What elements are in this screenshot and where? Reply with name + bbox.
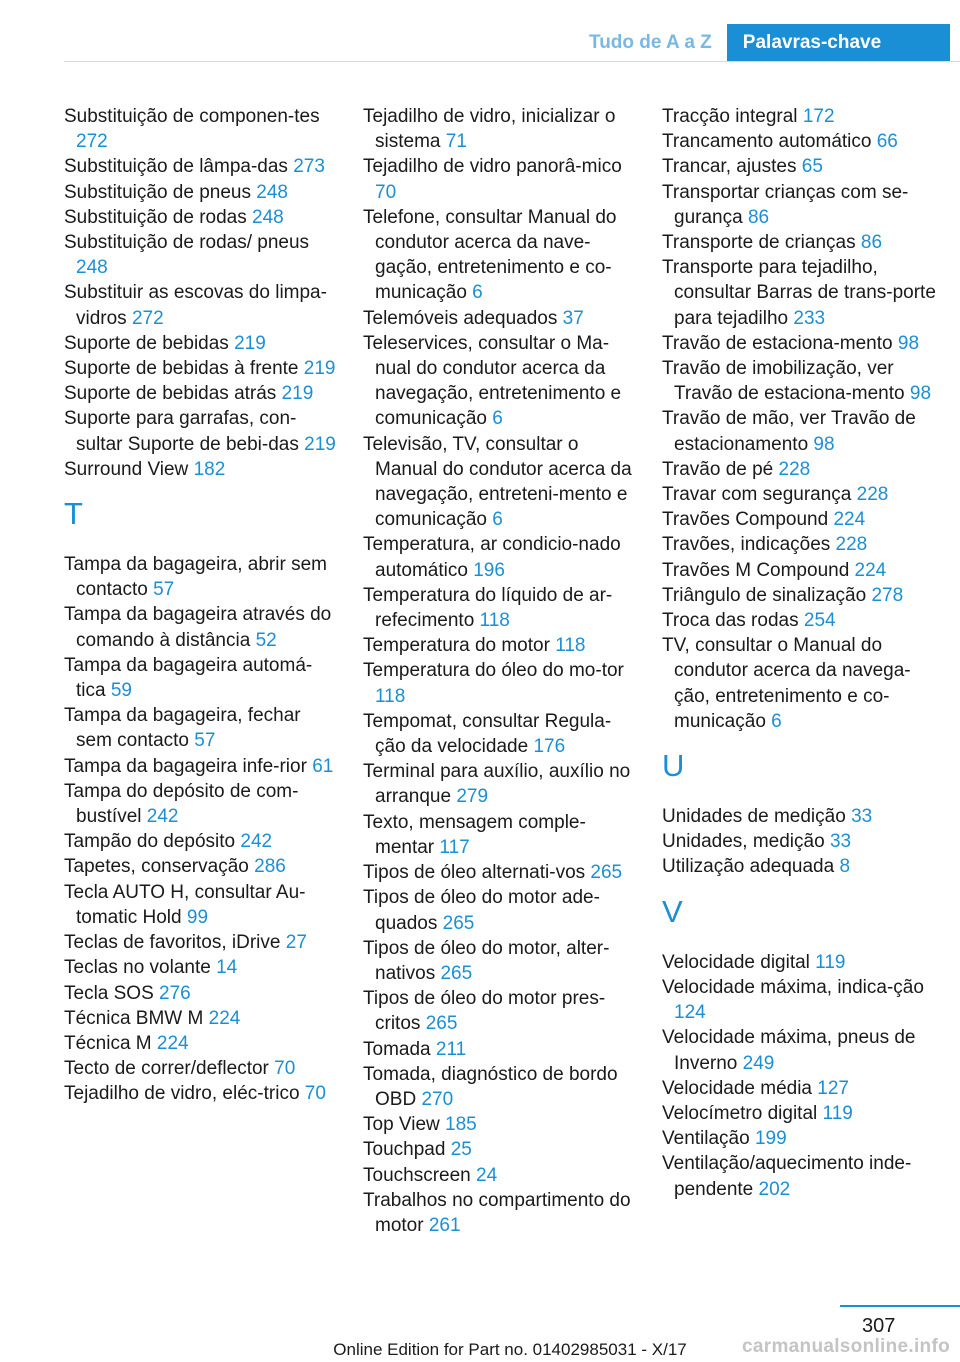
page-reference-link[interactable]: 37 <box>562 307 584 329</box>
index-entry-text: Touchpad <box>363 1139 451 1161</box>
index-entry <box>64 356 339 381</box>
page-reference-link[interactable]: 265 <box>425 1013 458 1035</box>
index-entry <box>662 950 937 975</box>
page-reference-link[interactable]: 65 <box>801 156 823 178</box>
index-entry <box>363 1037 638 1062</box>
index-entry-text: Tipos de óleo do motor pres-critos <box>363 988 606 1035</box>
index-entry-text: Substituição de pneus <box>64 181 257 203</box>
index-entry <box>64 331 339 356</box>
page-reference-link[interactable]: 261 <box>428 1214 461 1236</box>
page-reference-link[interactable]: 272 <box>131 307 164 329</box>
index-entry <box>64 381 339 406</box>
section-letter: V <box>662 893 683 929</box>
page-reference-link[interactable]: 278 <box>871 584 904 606</box>
page-reference-link[interactable]: 117 <box>439 836 470 858</box>
index-entry <box>662 331 937 356</box>
index-entry <box>363 1163 638 1188</box>
index-entry-text: Tracção integral <box>662 106 803 127</box>
page-reference-link[interactable]: 224 <box>156 1032 189 1054</box>
index-entry-text: Substituição de lâmpa-das <box>64 156 294 178</box>
page-reference-link[interactable]: 270 <box>421 1088 454 1110</box>
section-letter: U <box>662 748 685 784</box>
index-entry-text: Tipos de óleo do motor, alter-nativos <box>363 937 610 984</box>
index-entry <box>363 205 638 306</box>
page-reference-link[interactable]: 202 <box>758 1178 791 1200</box>
index-entry <box>662 583 937 608</box>
index-entry-text: Travão de mão, ver Travão de estacionamento <box>662 408 916 455</box>
index-entry-text: Transportar crianças com se-gurança <box>662 181 909 228</box>
index-entry <box>662 829 937 854</box>
index-entry-text: Tejadilho de vidro, inicializar o sistema <box>363 106 616 153</box>
index-entry <box>64 854 339 879</box>
index-entry-text: Tipos de óleo alternati-vos <box>363 862 591 884</box>
index-entry-text: Velocidade máxima, pneus de Inverno <box>662 1027 916 1074</box>
page-reference-link[interactable]: 228 <box>856 484 889 506</box>
index-entry-text: Substituir as escovas do limpa-vidros <box>64 282 327 329</box>
page-reference-link[interactable]: 119 <box>815 951 846 973</box>
tab-tudo-de-a-a-z[interactable]: Tudo de A a Z <box>575 24 727 62</box>
page-reference-link[interactable]: 57 <box>194 730 216 752</box>
page-reference-link[interactable]: 248 <box>252 206 284 228</box>
index-entry <box>363 810 638 860</box>
index-entry <box>662 558 937 583</box>
index-entry-text: Trabalhos no compartimento do motor <box>363 1189 631 1236</box>
page-number: 307 <box>862 1315 896 1337</box>
index-column-1 <box>64 104 339 1107</box>
index-entry-text: Tampa da bagageira, abrir sem contacto <box>64 554 327 601</box>
index-entry <box>363 1188 638 1238</box>
index-entry-text: Teleservices, consultar o Ma-nual do condutor acerca da navegação, entretenimento e comunicação <box>363 332 622 430</box>
index-entry <box>363 885 638 935</box>
page-reference-link[interactable]: 242 <box>240 831 273 853</box>
tab-palavras-chave[interactable]: Palavras-chave <box>727 24 950 62</box>
page-reference-link[interactable]: 98 <box>897 332 920 354</box>
index-entry <box>662 975 937 1025</box>
index-entry <box>363 986 638 1036</box>
index-entry <box>64 930 339 955</box>
index-entry <box>662 230 937 255</box>
index-entry <box>662 532 937 557</box>
page-reference-link[interactable]: 233 <box>793 307 826 329</box>
index-entry <box>64 981 339 1006</box>
index-entry-text: Técnica BMW M <box>64 1007 209 1029</box>
index-entry <box>64 205 339 230</box>
index-entry-text: Telemóveis adequados <box>363 307 563 329</box>
index-entry-text: Tampa da bagageira automá-tica <box>64 654 313 702</box>
index-entry-text: Tomada <box>363 1038 436 1060</box>
index-entry-text: Teclas de favoritos, iDrive <box>64 932 286 954</box>
page-reference-link[interactable]: 99 <box>186 906 209 928</box>
page-reference-link[interactable]: 124 <box>674 1002 706 1024</box>
section-letter: T <box>64 496 83 532</box>
page-reference-link[interactable]: 8 <box>839 856 851 878</box>
index-entry <box>662 804 937 829</box>
index-entry-text: Trancar, ajustes <box>662 156 802 178</box>
page-reference-link[interactable]: 249 <box>742 1052 775 1074</box>
index-entry <box>363 860 638 885</box>
index-entry-text: Transporte de crianças <box>662 232 861 254</box>
index-entry-text: Tipos de óleo do motor ade-quados <box>363 887 600 934</box>
page-reference-link[interactable]: 127 <box>817 1077 849 1099</box>
index-entry-text: Tejadilho de vidro panorâ-mico <box>363 156 622 178</box>
index-entry-text: Tejadilho de vidro, eléc-trico <box>64 1083 305 1105</box>
index-entry-text: Suporte para garrafas, con-sultar Suporte de bebi-das <box>64 408 305 455</box>
index-entry-text: Velocidade máxima, indica-ção <box>662 976 924 998</box>
index-entry <box>64 230 339 280</box>
page-reference-link[interactable]: 98 <box>909 383 932 405</box>
index-entry-text: Travão de imobilização, ver Travão de estaciona-mento <box>662 358 910 405</box>
index-entry-text: Suporte de bebidas <box>64 332 235 354</box>
index-entry-text: Temperatura, ar condicio-nado automático <box>363 534 621 581</box>
index-entry <box>64 552 339 602</box>
index-entry <box>363 583 638 633</box>
page-reference-link[interactable]: 57 <box>153 579 175 601</box>
index-entry-text: Telefone, consultar Manual do condutor acerca da nave-gação, entretenimento e co-municação <box>363 206 617 304</box>
page-reference-link[interactable]: 224 <box>833 509 866 531</box>
page-reference-link[interactable]: 228 <box>835 534 868 556</box>
index-entry-text: Temperatura do óleo do mo-tor <box>363 660 624 682</box>
index-entry <box>363 759 638 809</box>
page-reference-link[interactable]: 14 <box>216 957 238 979</box>
index-entry <box>662 180 937 230</box>
index-entry-text: Suporte de bebidas atrás <box>64 383 282 405</box>
index-entry-text: Tampão do depósito <box>64 831 241 853</box>
page-reference-link[interactable]: 279 <box>456 786 489 808</box>
page-reference-link[interactable]: 265 <box>442 912 475 934</box>
index-entry-text: Surround View <box>64 458 194 480</box>
index-entry-text: Tampa da bagageira infe-rior <box>64 755 313 777</box>
page-reference-link[interactable]: 25 <box>450 1139 472 1161</box>
index-entry <box>64 829 339 854</box>
index-entry <box>662 1151 937 1201</box>
index-entry-text: Transporte para tejadilho, consultar Barras de trans-porte para tejadilho <box>662 257 936 329</box>
page-reference-link[interactable]: 33 <box>829 831 852 853</box>
index-entry-text: Velocidade digital <box>662 951 816 973</box>
index-entry <box>363 1062 638 1112</box>
index-entry <box>662 154 937 179</box>
index-entry <box>363 331 638 432</box>
index-entry-text: Tempomat, consultar Regula-ção da velocidade <box>363 710 612 758</box>
watermark-logo: carmanualsonline.info <box>742 1336 950 1357</box>
index-entry-text: Trancamento automático <box>662 131 877 153</box>
page-reference-link[interactable]: 70 <box>304 1083 326 1105</box>
index-entry <box>64 457 339 482</box>
index-entry <box>662 1025 937 1075</box>
page-reference-link[interactable]: 272 <box>76 131 108 153</box>
index-entry <box>64 955 339 980</box>
page-reference-link[interactable]: 27 <box>285 932 307 954</box>
page-reference-link[interactable]: 185 <box>445 1114 477 1136</box>
index-entry-text: Temperatura do líquido de ar-refecimento <box>363 584 613 632</box>
index-entry <box>662 608 937 633</box>
index-entry <box>662 406 937 456</box>
page-reference-link[interactable]: 24 <box>476 1164 498 1186</box>
page-reference-link[interactable]: 33 <box>851 806 873 828</box>
index-entry <box>64 406 339 456</box>
index-entry-text: Top View <box>363 1114 446 1136</box>
index-entry <box>64 104 339 154</box>
page-reference-link[interactable]: 211 <box>435 1038 467 1060</box>
index-entry-text: Unidades de medição <box>662 806 852 828</box>
page-reference-link[interactable]: 176 <box>533 736 566 758</box>
index-entry <box>662 457 937 482</box>
index-entry <box>662 129 937 154</box>
page-reference-link[interactable]: 6 <box>492 509 503 531</box>
page-reference-link[interactable]: 286 <box>254 856 286 878</box>
index-entry-text: Tapetes, conservação <box>64 856 255 878</box>
index-entry-text: Touchscreen <box>363 1164 477 1186</box>
page-reference-link[interactable]: 265 <box>590 862 623 884</box>
index-entry-text: Travão de estaciona-mento <box>662 332 898 354</box>
page-reference-link[interactable]: 119 <box>822 1102 853 1124</box>
index-entry-text: Ventilação <box>662 1128 755 1150</box>
page-reference-link[interactable]: 71 <box>445 131 467 153</box>
page-reference-link[interactable]: 273 <box>293 156 325 178</box>
page-reference-link[interactable]: 6 <box>771 710 782 732</box>
page-reference-link[interactable]: 196 <box>473 559 505 581</box>
index-entry <box>363 658 638 708</box>
footer-edition-text: Online Edition for Part no. 01402985031 - X/17 <box>333 1340 687 1359</box>
page-reference-link[interactable]: 6 <box>472 282 483 304</box>
index-entry-text: Tampa da bagageira através do comando à distância <box>64 604 332 651</box>
index-entry-text: Substituição de rodas <box>64 206 253 228</box>
index-entry <box>64 754 339 779</box>
index-entry <box>363 154 638 204</box>
index-entry-text: Terminal para auxílio, auxílio no arranque <box>363 761 631 808</box>
index-entry <box>64 1056 339 1081</box>
index-entry-text: Tecla SOS <box>64 982 160 1004</box>
index-column-3 <box>662 104 937 1202</box>
index-entry <box>64 779 339 829</box>
page-reference-link[interactable]: 86 <box>747 206 770 228</box>
page-reference-link[interactable]: 242 <box>146 806 179 828</box>
page-reference-link[interactable]: 59 <box>110 680 132 702</box>
page-reference-link[interactable]: 70 <box>274 1058 296 1080</box>
index-entry-text: Velocidade média <box>662 1077 818 1099</box>
footer-divider <box>840 1305 960 1307</box>
page-reference-link[interactable]: 6 <box>492 408 503 430</box>
index-entry-text: Temperatura do motor <box>363 635 556 657</box>
page-reference-link[interactable]: 199 <box>754 1128 787 1150</box>
index-entry <box>64 880 339 930</box>
index-entry <box>363 633 638 658</box>
index-entry <box>662 482 937 507</box>
index-entry-text: Utilização adequada <box>662 856 840 878</box>
index-entry <box>363 532 638 582</box>
page-reference-link[interactable]: 219 <box>281 383 314 405</box>
index-entry-text: Técnica M <box>64 1032 157 1054</box>
index-entry <box>363 1112 638 1137</box>
index-entry <box>363 709 638 759</box>
index-entry <box>64 280 339 330</box>
index-entry-text: Suporte de bebidas à frente <box>64 358 304 380</box>
index-entry-text: Ventilação/aquecimento inde-pendente <box>662 1153 912 1200</box>
page-reference-link[interactable]: 224 <box>854 559 887 581</box>
index-entry-text: TV, consultar o Manual do condutor acerca da navega-ção, entretenimento e co-municação <box>662 635 911 732</box>
index-entry <box>662 1076 937 1101</box>
page-reference-link[interactable]: 248 <box>76 257 108 279</box>
index-entry-text: Tampa do depósito de com-bustível <box>64 780 299 828</box>
page-reference-link[interactable]: 219 <box>234 332 266 354</box>
header-tabs <box>575 24 950 62</box>
index-entry-text: Tomada, diagnóstico de bordo OBD <box>363 1063 618 1110</box>
index-entry-text: Travar com segurança <box>662 484 857 506</box>
index-entry <box>64 703 339 753</box>
index-entry <box>64 602 339 652</box>
index-entry-text: Substituição de rodas/ pneus <box>64 232 310 254</box>
index-column-2 <box>363 104 638 1238</box>
index-entry <box>363 104 638 154</box>
index-entry-text: Triângulo de sinalização <box>662 584 872 606</box>
page-reference-link[interactable]: 52 <box>255 629 277 651</box>
index-entry <box>662 255 937 331</box>
page-reference-link[interactable]: 228 <box>778 458 811 480</box>
index-entry <box>662 854 937 879</box>
index-entry <box>363 432 638 533</box>
index-entry <box>363 306 638 331</box>
index-entry-text: Tecto de correr/deflector <box>64 1058 275 1080</box>
page-reference-link[interactable]: 254 <box>803 610 836 632</box>
page-reference-link[interactable]: 172 <box>802 106 835 127</box>
page-reference-link[interactable]: 265 <box>440 962 473 984</box>
index-entry-text: Tecla AUTO H, consultar Au-tomatic Hold <box>64 881 306 928</box>
page-reference-link[interactable]: 182 <box>193 458 226 480</box>
index-entry-text: Televisão, TV, consultar o Manual do condutor acerca da navegação, entreteni-mento e comunicação <box>363 433 632 531</box>
index-entry-text: Substituição de componen-tes <box>64 106 320 127</box>
index-entry-text: Tampa da bagageira, fechar sem contacto <box>64 705 301 752</box>
index-entry-text: Unidades, medição <box>662 831 830 853</box>
page-reference-link[interactable]: 118 <box>375 685 406 707</box>
index-entry-text: Travões, indicações <box>662 534 836 556</box>
index-entry <box>662 356 937 406</box>
header-divider <box>64 61 960 62</box>
page-reference-link[interactable]: 219 <box>303 358 336 380</box>
index-entry <box>64 180 339 205</box>
page-reference-link[interactable]: 61 <box>312 755 334 777</box>
index-entry <box>662 1126 937 1151</box>
page-reference-link[interactable]: 86 <box>860 232 883 254</box>
page-reference-link[interactable]: 66 <box>876 131 898 153</box>
page-reference-link[interactable]: 70 <box>375 181 397 203</box>
index-entry <box>662 1101 937 1126</box>
index-entry <box>64 653 339 703</box>
index-entry-text: Teclas no volante <box>64 957 217 979</box>
index-entry <box>64 1031 339 1056</box>
page-reference-link[interactable]: 248 <box>256 181 288 203</box>
page-reference-link[interactable]: 118 <box>555 635 586 657</box>
page-reference-link[interactable]: 98 <box>813 433 835 455</box>
index-entry <box>363 1137 638 1162</box>
index-entry <box>363 936 638 986</box>
index-entry-text: Troca das rodas <box>662 610 804 632</box>
page-reference-link[interactable]: 276 <box>159 982 191 1004</box>
index-entry <box>64 1081 339 1106</box>
index-entry-text: Travão de pé <box>662 458 779 480</box>
page-reference-link[interactable]: 118 <box>479 610 510 632</box>
page-reference-link[interactable]: 224 <box>208 1007 241 1029</box>
index-entry-text: Travões M Compound <box>662 559 855 581</box>
index-entry <box>64 154 339 179</box>
page-reference-link[interactable]: 219 <box>304 433 336 455</box>
index-entry-text: Travões Compound <box>662 509 834 531</box>
index-entry <box>662 104 937 129</box>
index-entry <box>662 507 937 532</box>
index-entry <box>662 633 937 734</box>
index-entry-text: Texto, mensagem comple-mentar <box>363 811 586 858</box>
index-entry <box>64 1006 339 1031</box>
index-entry-text: Velocímetro digital <box>662 1102 823 1124</box>
